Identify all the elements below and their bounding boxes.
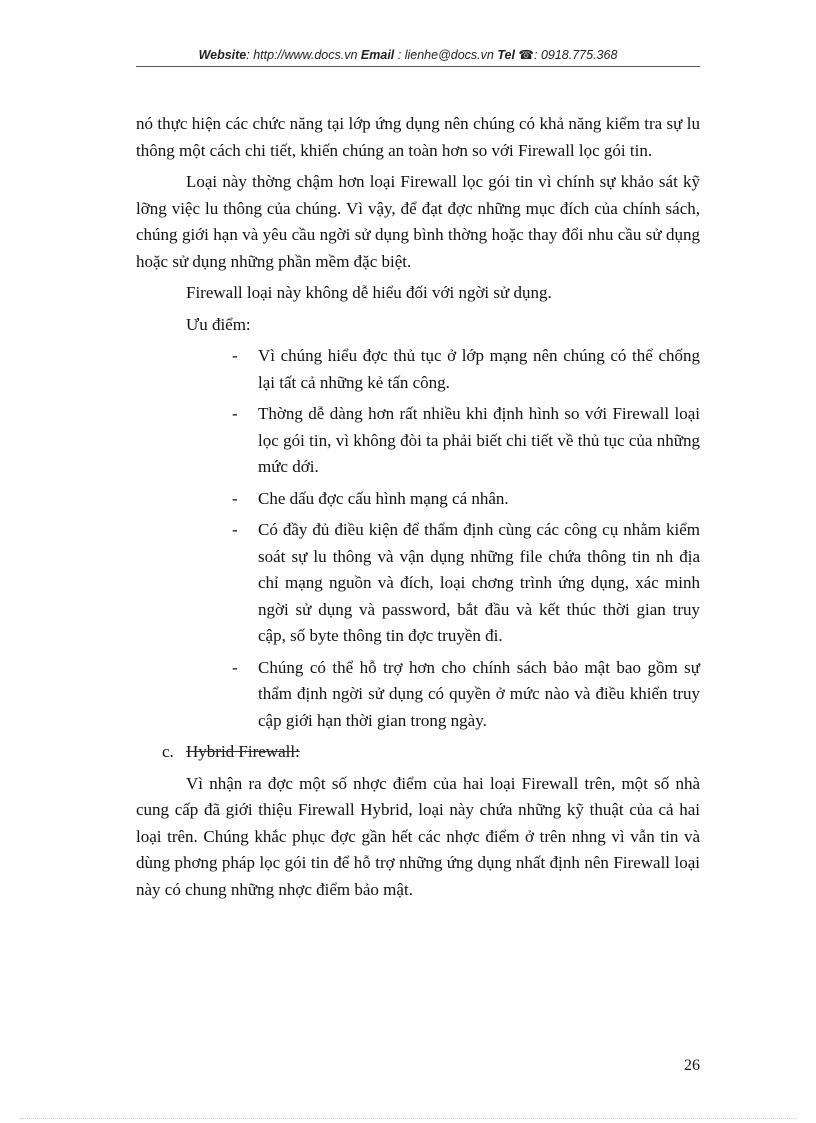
- email-address: : lienhe@docs.vn: [397, 48, 494, 62]
- advantages-list: [136, 343, 700, 734]
- bullet-dash: -: [232, 657, 238, 677]
- list-item: [136, 486, 700, 513]
- footer-divider: [20, 1118, 796, 1119]
- paragraph-performance: Loại này thờng chậm hơn loại Firewall lọc gói tin vì chính sự khảo sát kỹ lỡng việc lu thông của chúng. Vì vậy, để đạt đợc những mục đích của chính sách, chúng giới hạn và yêu cầu ngời sử dụng bình thờng hoặc thay đổi nhu cầu sử dụng hoặc sử dụng những phần mềm đặc biệt.: [136, 172, 700, 271]
- advantages-heading: Ưu điểm:: [186, 314, 251, 334]
- paragraph-usability: Firewall loại này không dễ hiểu đối với ngời sử dụng.: [186, 283, 552, 302]
- email-label: Email: [360, 48, 395, 62]
- bullet-dash: -: [232, 404, 238, 423]
- list-item-text: Thờng dễ dàng hơn rất nhiều khi định hình so với Firewall loại lọc gói tin, vì không đòi ta phải biết chi tiết về thủ tục của những mức dới.: [258, 404, 700, 476]
- section-heading: [136, 739, 700, 766]
- tel-number: : 0918.775.368: [534, 48, 618, 62]
- paragraph-continuation: nó thực hiện các chức năng tại lớp ứng dụng nên chúng có khả năng kiểm tra sự lu thông một cách chi tiết, khiến chúng an toàn hơn so với Firewall lọc gói tin.: [136, 114, 700, 160]
- website-url: : http://www.docs.vn: [246, 48, 358, 62]
- tel-label: Tel: [497, 48, 515, 62]
- phone-icon: ☎: [518, 48, 534, 62]
- list-item: [136, 517, 700, 650]
- list-item-text: Có đầy đủ điều kiện để thẩm định cùng các công cụ nhằm kiểm soát sự lu thông và vận dụng những file chứa thông tin nh địa chỉ mạng nguồn và đích, loại chơng trình ứng dụng, xác minh ngời sử dụng và password, bắt đầu và kết thúc thời gian truy cập, số byte thông tin đợc truyền đi.: [258, 520, 700, 645]
- bullet-dash: -: [232, 488, 238, 508]
- page-header: [0, 47, 816, 62]
- paragraph-hybrid: Vì nhận ra đợc một số nhợc điểm của hai loại Firewall trên, một số nhà cung cấp đã giới thiệu Firewall Hybrid, loại này chứa những kỹ thuật của cả hai loại trên. Chúng khắc phục đợc gần hết các nhợc điểm ở trên nhng vì vẫn tin và dùng phơng pháp lọc gói tin để hỗ trợ những ứng dụng nhất định nên Firewall loại này có chung những nhợc điểm bảo mật.: [136, 773, 700, 899]
- document-body: [136, 111, 700, 908]
- section-letter: c.: [162, 742, 174, 761]
- list-item-text: Vì chúng hiểu đợc thủ tục ở lớp mạng nên chúng có thể chống lại tất cả những kẻ tấn công.: [258, 346, 700, 392]
- list-item: [136, 655, 700, 735]
- list-item: [136, 401, 700, 481]
- bullet-dash: -: [232, 520, 238, 539]
- list-item: [136, 343, 700, 396]
- list-item-text: Chúng có thể hỗ trợ hơn cho chính sách bảo mật bao gồm sự thẩm định ngời sử dụng có quyền ở mức nào và điều khiển truy cập giới hạn thời gian trong ngày.: [258, 657, 700, 730]
- section-title: Hybrid Firewall:: [186, 742, 300, 761]
- page-number: 26: [684, 1057, 700, 1074]
- bullet-dash: -: [232, 346, 238, 365]
- list-item-text: Che dấu đợc cấu hình mạng cá nhân.: [258, 488, 509, 508]
- header-divider: [136, 66, 700, 67]
- website-label: Website: [198, 48, 247, 62]
